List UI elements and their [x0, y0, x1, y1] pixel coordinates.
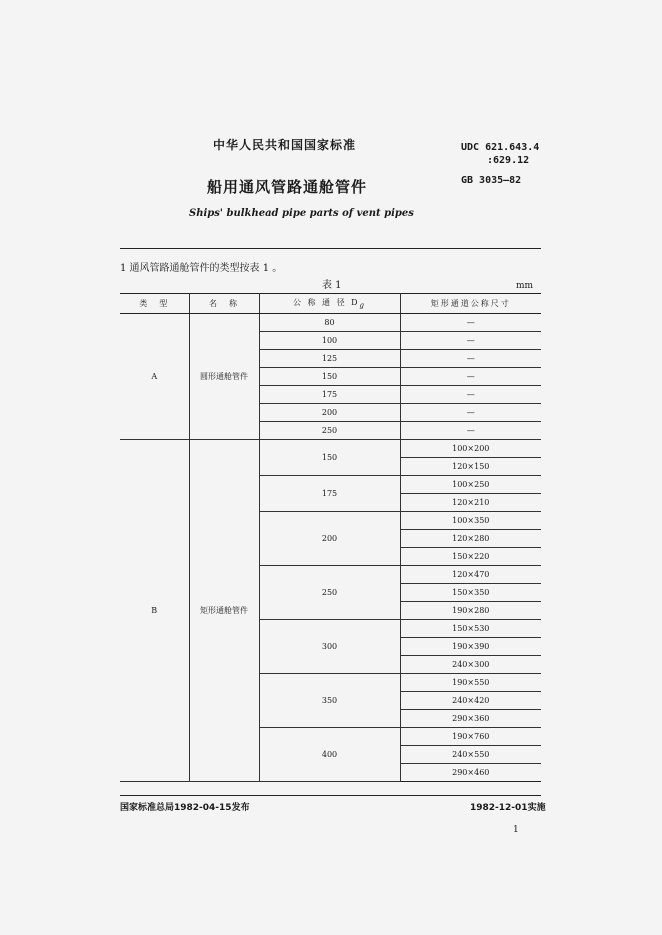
nominal-diameter-cell: 150 — [259, 368, 400, 386]
rect-size-cell: 290×360 — [400, 710, 541, 728]
publish-date: 国家标准总局1982-04-15发布 — [120, 803, 250, 813]
table-row — [120, 440, 541, 458]
rect-size-cell: 150×530 — [400, 620, 541, 638]
table-unit: mm — [516, 281, 534, 291]
nominal-diameter-cell: 250 — [259, 422, 400, 440]
rect-size-cell: 120×470 — [400, 566, 541, 584]
effective-date: 1982-12-01实施 — [470, 803, 546, 813]
rect-size-cell: 190×550 — [400, 674, 541, 692]
rect-size-cell: 150×350 — [400, 584, 541, 602]
type-cell: B — [120, 440, 189, 782]
rect-size-cell: — — [400, 404, 541, 422]
rect-size-cell: 240×420 — [400, 692, 541, 710]
nominal-diameter-cell: 125 — [259, 350, 400, 368]
table-header-row — [120, 294, 541, 314]
rect-size-cell: 190×760 — [400, 728, 541, 746]
nominal-diameter-cell: 200 — [259, 404, 400, 422]
rect-size-cell: 100×250 — [400, 476, 541, 494]
rect-size-cell: 120×210 — [400, 494, 541, 512]
rect-size-cell: — — [400, 350, 541, 368]
main-title: 船用通风管路通舱管件 — [207, 178, 368, 196]
header-type: 类 型 — [120, 294, 189, 314]
rect-size-cell: 190×390 — [400, 638, 541, 656]
pipe-type-table — [120, 293, 541, 782]
rect-size-cell: 290×460 — [400, 764, 541, 782]
nominal-diameter-cell: 400 — [259, 728, 400, 782]
rect-size-cell: — — [400, 368, 541, 386]
standard-title: 中华人民共和国国家标准 — [213, 138, 357, 152]
intro-paragraph: 1 通风管路通舱管件的类型按表 1 。 — [120, 263, 283, 274]
rect-size-cell: 240×550 — [400, 746, 541, 764]
rect-size-cell: 100×200 — [400, 440, 541, 458]
type-cell: A — [120, 314, 189, 440]
gb-number: GB 3035—82 — [461, 175, 522, 186]
rect-size-cell: — — [400, 422, 541, 440]
rect-size-cell: — — [400, 332, 541, 350]
nominal-diameter-cell: 80 — [259, 314, 400, 332]
table-caption: 表 1 — [322, 280, 342, 291]
nominal-diameter-cell: 175 — [259, 386, 400, 404]
rect-size-cell: — — [400, 314, 541, 332]
rect-size-cell: — — [400, 386, 541, 404]
rect-size-cell: 240×300 — [400, 656, 541, 674]
header-rect-size: 矩形通道公称尺寸 — [400, 294, 541, 314]
nominal-diameter-cell: 200 — [259, 512, 400, 566]
udc-line-2: :629.12 — [487, 155, 530, 166]
nominal-diameter-cell: 250 — [259, 566, 400, 620]
name-cell: 矩形通舱管件 — [189, 440, 259, 782]
header-nominal-diameter: 公 称 通 径 $D_g$ — [259, 294, 400, 314]
english-title: Ships' bulkhead pipe parts of vent pipes — [189, 208, 414, 219]
nominal-diameter-cell: 300 — [259, 620, 400, 674]
header-name: 名 称 — [189, 294, 259, 314]
nominal-diameter-cell: 100 — [259, 332, 400, 350]
rect-size-cell: 190×280 — [400, 602, 541, 620]
rect-size-cell: 150×220 — [400, 548, 541, 566]
udc-line-1: UDC 621.643.4 — [461, 142, 540, 153]
rect-size-cell: 120×280 — [400, 530, 541, 548]
rect-size-cell: 120×150 — [400, 458, 541, 476]
top-rule — [120, 248, 541, 249]
nominal-diameter-cell: 350 — [259, 674, 400, 728]
rect-size-cell: 100×350 — [400, 512, 541, 530]
nominal-diameter-cell: 150 — [259, 440, 400, 476]
table-row — [120, 314, 541, 332]
page-number: 1 — [513, 825, 519, 835]
bottom-rule — [120, 795, 541, 796]
nominal-diameter-cell: 175 — [259, 476, 400, 512]
name-cell: 圆形通舱管件 — [189, 314, 259, 440]
